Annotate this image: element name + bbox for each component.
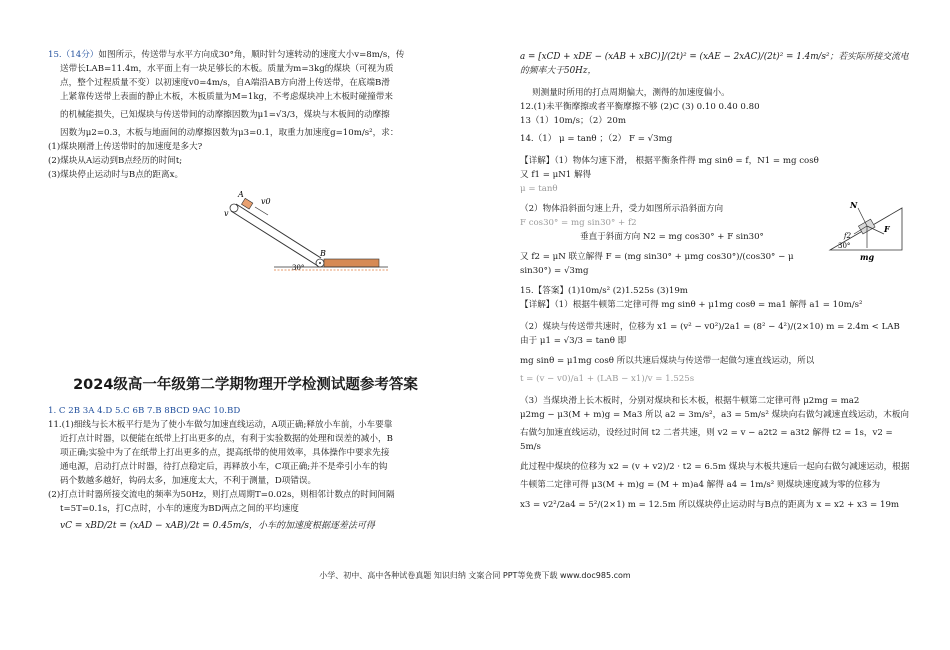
q15-line-1 — [48, 48, 443, 62]
pulley-top — [230, 204, 238, 212]
conveyor-figure — [48, 186, 443, 306]
q15-detail-4: t = (v − v0)/a1 + (LAB − x1)/v = 1.525s — [520, 374, 695, 384]
q15-line-6: 因数为μ2=0.3，木板与地面间的动摩擦因数为μ3=0.1，取重力加速度g=10m/s²，求： — [60, 128, 399, 138]
q11-line-3: 项正确;实验中为了在纸带上打出更多的点，提高纸带的使用效率，具体操作中要求先接 — [60, 448, 390, 458]
mc-answers — [48, 404, 443, 418]
answer-title: 2024级高一年级第二学期物理开学检测试题参考答案 — [73, 377, 418, 393]
wood-board — [324, 259, 379, 267]
q15-detail-3: mg sinθ = μ1mg cosθ 所以共速后煤块与传送带一起做匀速直线运动，所以 — [520, 356, 815, 366]
q14-detail-6: 又 f2 = μN 联立解得 F = (mg sin30° + μmg cos30°)/(cos30° − μ sin30°) = √3mg — [520, 252, 794, 276]
q15-line-3: 点，整个过程质量不变）以初速度v0=4m/s，自A端沿AB方向滑上传送带，在底端B滑 — [60, 78, 390, 88]
q15-sub-2: (2)煤块从A运动到B点经历的时间t; — [48, 156, 183, 166]
q14-detail-1: 【详解】（1）物体匀速下滑， 根据平衡条件得 mg sinθ = f，N1 = mg cosθ 又 f1 = μN1 解得 — [520, 156, 819, 180]
q15-detail-9: 牛顿第二定律可得 μ3(M + m)g = (M + m)a4 解得 a4 = 1m/s² 则煤块速度减为零的位移为 — [520, 480, 881, 490]
q14-detail-5: 垂直于斜面方向 N2 = mg cos30° + F sin30° — [580, 232, 764, 242]
q15-answer: 15.【答案】(1)10m/s² (2)1.525s (3)19m — [520, 286, 688, 296]
q14-detail-4: F cos30° = mg sin30° + f2 — [520, 218, 637, 228]
mc-answers-text: 1. C 2B 3A 4.D 5.C 6B 7.B 8BCD 9AC 10.BD — [48, 406, 241, 416]
q15-line-2: 送带长LAB=11.4m，水平面上有一块足够长的木板。质量为m=3kg的煤块（可视为质 — [60, 64, 394, 74]
label-F: F — [884, 224, 890, 234]
v0-arrow — [255, 207, 268, 215]
q15-detail-10: x3 = v2²/2a4 = 5²/(2×1) m = 12.5m 所以煤块停止运动时与B点的距离为 x = x2 + x3 = 19m — [520, 500, 900, 510]
q15-line-5: 的机械能损失，已知煤块与传送带间的动摩擦因数为μ1=√3/3，煤块与木板间的动摩擦 — [60, 110, 390, 120]
label-v: v — [224, 209, 229, 218]
page-footer: 小学、初中、高中各种试卷真题 知识归纳 文案合同 PPT等免费下载 www.doc985.com — [319, 571, 631, 580]
q15-detail-5: （3）当煤块滑上长木板时，分别对煤块和长木板，根据牛顿第二定律可得 μ2mg = ma2 — [520, 396, 860, 406]
label-f2: f2 — [844, 232, 852, 240]
q14-detail-3: （2）物体沿斜面匀速上升，受力如图所示沿斜面方向 — [520, 204, 724, 214]
q15-number: 15.（14分） — [48, 50, 99, 60]
q15-detail-1: 【详解】（1）根据牛顿第二定律可得 mg sinθ + μ1mg cosθ = ma1 解得 a1 = 10m/s² — [520, 300, 863, 310]
incline-figure — [826, 196, 906, 266]
arrow-N — [858, 208, 867, 226]
answers-block — [48, 404, 443, 533]
q13-answer: 13（1）10m/s；（2）20m — [520, 116, 627, 126]
q15-detail-2: （2）煤块与传送带共速时，位移为 x1 = (v² − v0²)/2a1 = (8² − 4²)/(2×10) m = 2.4m < LAB 由于 μ1 = √3/3 = tanθ 即 — [520, 322, 900, 346]
belt-bottom-line — [231, 211, 318, 266]
q15-line-1-text: 如图所示，传送带与水平方向成30°角，顺时针匀速转动的速度大小v=8m/s，传 — [98, 50, 405, 60]
q11-line-7: t=5T=0.1s，打C点时，小车的速度为BD两点之间的平均速度 — [60, 504, 299, 514]
label-B: B — [320, 249, 326, 258]
label-v0: v0 — [261, 197, 271, 206]
q11-line-8: vC = xBD/2t = (xAD − xAB)/2t = 0.45m/s，小车的加速度根据逐差法可得 — [60, 521, 375, 531]
left-column — [48, 48, 443, 531]
label-mg: mg — [860, 252, 875, 262]
q14-detail — [520, 154, 820, 278]
q11-line-1-text: 11.(1)细线与长木板平行是为了使小车做匀加速直线运动，A项正确;释放小车前，小车要靠 — [48, 420, 393, 430]
q15-line-4: 上紧靠传送带上表面的静止木板，木板质量为M=1kg，不考虑煤块冲上木板时碰撞带来 — [60, 92, 393, 102]
q11-line-4: 通电源，启动打点计时器，待打点稳定后，再释放小车，C项正确;并不是牵引小车的钩 — [60, 462, 388, 472]
q12-answer: 12.(1)未平衡摩擦或者平衡摩擦不够 (2)C (3) 0.10 0.40 0.80 — [520, 102, 760, 112]
q15-sub-1: (1)煤块刚滑上传送带时的加速度是多大? — [48, 142, 203, 152]
right-column — [520, 48, 910, 512]
q11-line-1 — [48, 418, 443, 432]
q15-detail-7: 右做匀加速直线运动，设经过时间 t2 二者共速，则 v2 = v − a2t2 = a3t2 解得 t2 = 1s，v2 = 5m/s — [520, 428, 893, 452]
q14-answer: 14.（1） μ = tanθ ；（2） F = √3mg — [520, 134, 673, 144]
pulley-bottom-center — [319, 262, 321, 264]
label-incline-angle: 30° — [838, 242, 851, 250]
q15-detail-6: μ2mg − μ3(M + m)g = Ma3 所以 a2 = 3m/s²，a3 = 5m/s² 煤块向右做匀减速直线运动，木板向 — [520, 410, 910, 420]
belt-top-line — [236, 204, 321, 258]
label-A: A — [238, 190, 244, 199]
q11-line-5: 码个数越多越好，钩码太多，加速度太大，不利于测量，D项错误。 — [60, 476, 317, 486]
q11-line-2: 近打点计时器，以便能在纸带上打出更多的点，有利于实验数据的处理和误差的减小，B — [60, 434, 393, 444]
q15-detail-8: 此过程中煤块的位移为 x2 = (v + v2)/2 · t2 = 6.5m 煤块与木板共速后一起向右做匀减速运动，根据 — [520, 462, 910, 472]
label-angle: 30° — [292, 264, 305, 272]
label-N: N — [850, 200, 858, 210]
q15-sub-3: (3)煤块停止运动时与B点的距离x。 — [48, 170, 184, 180]
q14-detail-2: μ = tanθ — [520, 184, 558, 194]
accel-formula: a = [xCD + xDE − (xAB + xBC)]/(2t)² = (xAE − 2xAC)/(2t)² = 1.4m/s²；若实际所接交流电的频率大于50Hz， — [520, 52, 909, 76]
accel-conclusion: 则测量时所用的打点周期偏大，测得的加速度偏小。 — [532, 88, 730, 98]
q11-line-6: (2)打点计时器所接交流电的频率为50Hz，则打点周期T=0.02s，则相邻计数点的时间间隔 — [48, 490, 395, 500]
coal-block — [241, 198, 252, 209]
